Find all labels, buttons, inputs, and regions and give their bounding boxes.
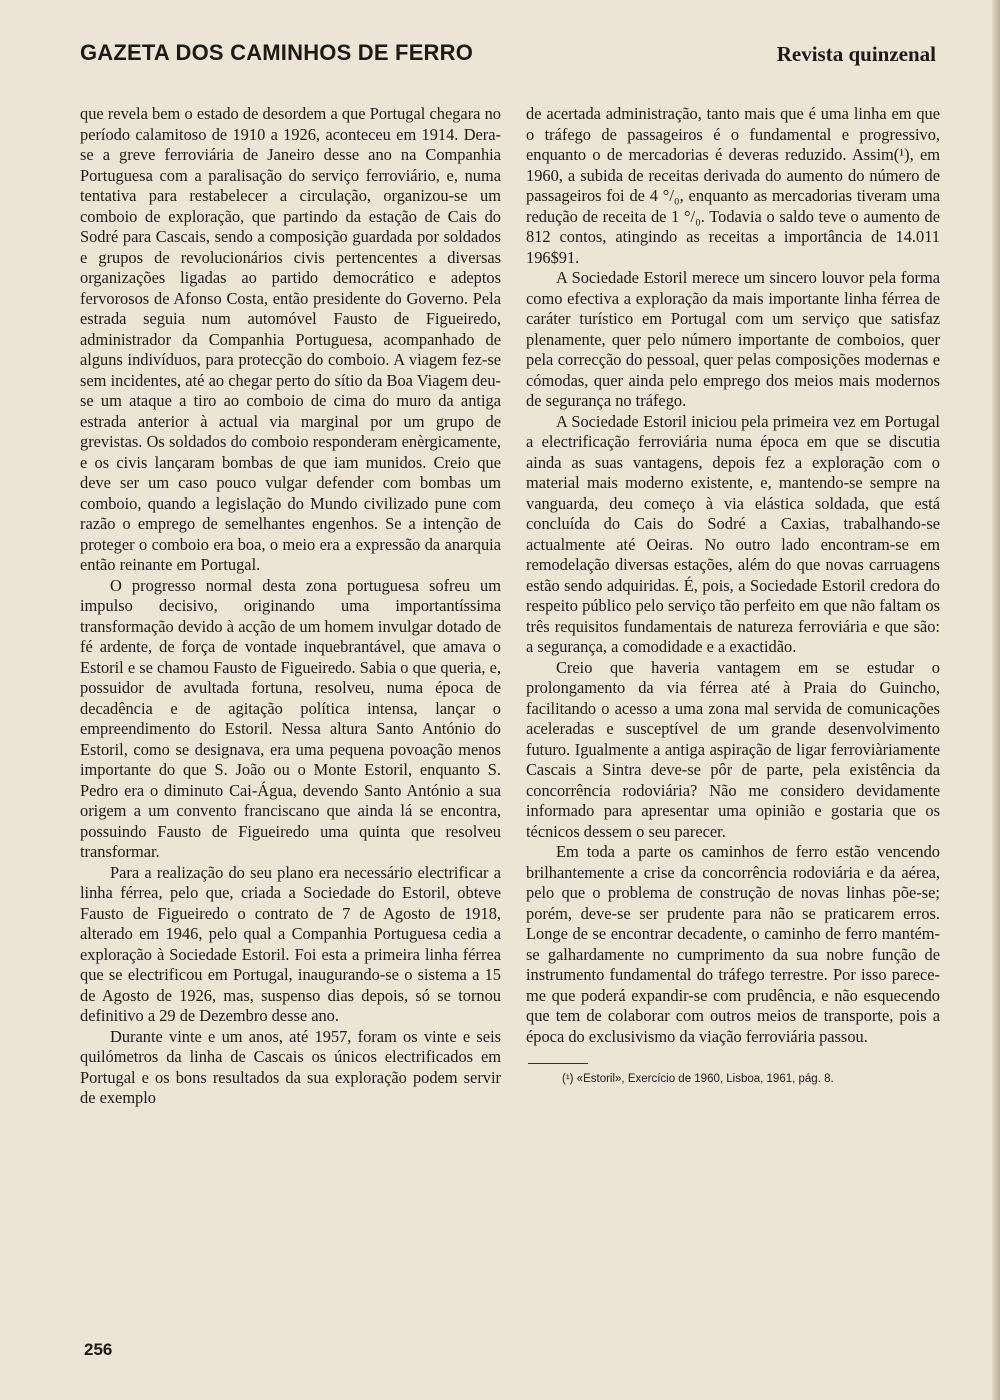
footnote: (¹) «Estoril», Exercício de 1960, Lisboa, 1961, pág. 8. bbox=[562, 1073, 834, 1085]
paragraph: Creio que haveria vantagem em se estudar o prolongamento da via férrea até à Praia do Guincho, facilitando o acesso a uma zona mal servida de comunicações aceleradas e susceptível de um grande desenvolvimento futuro. Igualmente a antiga aspiração de ligar ferroviàriamente Cascais a Sintra deve-se pôr de parte, pela existência da concorrência rodoviária? Não me considero devidamente informado para apresentar uma opinião e gostaria que os técnicos dessem o seu parecer. bbox=[526, 657, 940, 841]
footnote-divider bbox=[528, 1063, 588, 1064]
paragraph: Durante vinte e um anos, até 1957, foram os vinte e seis quilómetros da linha de Cascais os únicos electrificados em Portugal e os bons resultados da sua exploração podem servir de exemplo bbox=[80, 1026, 501, 1107]
paragraph: A Sociedade Estoril merece um sincero louvor pela forma como efectiva a exploração da mais importante linha férrea de caráter turístico em Portugal com um serviço que satisfaz plenamente, quer pelo número importante de comboios, quer pela correcção do pessoal, quer pelas composições modernas e cómodas, quer ainda pelo emprego dos meios mais modernos de segurança no tráfego. bbox=[526, 268, 940, 410]
left-column bbox=[80, 104, 501, 1109]
paragraph: de acertada administração, tanto mais que é uma linha em que o tráfego de passageiros é o fundamental e progressivo, enquanto o de mercadorias é deveras reduzido. Assim(¹), em 1960, a subida de receitas derivada do aumento do número de passageiros foi de 4 °/₀, enquanto as mercadorias tiveram uma redução de receita de 1 °/₀. Todavia o saldo teve o aumento de 812 contos, atingindo as receitas a importância de 14.011 196$91. bbox=[526, 104, 940, 267]
paragraph: Em toda a parte os caminhos de ferro estão vencendo brilhantemente a crise da concorrência rodoviária e da aérea, pelo que o problema de construção de novas linhas põe-se; porém, deve-se ser prudente para não se praticarem erros. Longe de se encontrar decadente, o caminho de ferro mantém-se galhardamente no cumprimento da sua nobre função de instrumento fundamental do tráfego terrestre. Por isso parece-me que poderá expandir-se com prudência, e não esquecendo que tem de colaborar com outros meios de transporte, pois a época do exclusivismo da viação ferroviária passou. bbox=[526, 842, 940, 1046]
paragraph: A Sociedade Estoril iniciou pela primeira vez em Portugal a electrificação ferroviária numa época em que se discutia ainda as suas vantagens, depois fez a exploração com o material mais moderno existente, e, mantendo-se sempre na vanguarda, deu começo à via elástica soldada, que está concluída do Cais do Sodré a Caxias, trabalhando-se actualmente até Oeiras. No outro lado encontram-se em remodelação diversas estações, além do que novas carruagens estão sendo adquiridas. É, pois, a Sociedade Estoril credora do respeito público pelo serviço tão perfeito em que não faltam os três requisitos fundamentais de natureza ferroviária e que são: a segurança, a comodidade e a exactidão. bbox=[526, 411, 940, 656]
paragraph: que revela bem o estado de desordem a que Portugal chegara no período calamitoso de 1910 a 1926, aconteceu em 1914. Dera-se a greve ferroviária de Janeiro desse ano na Companhia Portuguesa com a paralisação do serviço ferroviário, e, numa tentativa para restabelecer a circulação, organizou-se um comboio de exploração, que partindo da estação de Cais do Sodré para Cascais, sendo a composição guardada por soldados e grupos de revolucionários civis pertencentes a diversas organizações ligadas ao partido democrático e adeptos fervorosos de Afonso Costa, então presidente do Governo. Pela estrada seguia num automóvel Fausto de Figueiredo, administrador da Companhia Portuguesa, acompanhado de alguns indivíduos, para protecção do comboio. A viagem fez-se sem incidentes, até ao chegar perto do sítio da Boa Viagem deu-se um ataque a tiro ao comboio de cima do muro da antiga estrada anterior à actual via marginal por um grupo de grevistas. Os soldados do comboio responderam enèrgicamente, e os civis lançaram bombas de que iam munidos. Creio que deve ser um caso pouco vulgar defender com bombas um comboio, quando a legislação do Mundo civilizado pune com razão o emprego de semelhantes engenhos. Se a intenção de proteger o comboio era boa, o meio era a expressão da anarquia então reinante em Portugal. bbox=[80, 104, 501, 574]
page-header bbox=[80, 36, 936, 76]
magazine-title: GAZETA DOS CAMINHOS DE FERRO bbox=[80, 40, 474, 65]
right-column bbox=[526, 104, 940, 1086]
paragraph: O progresso normal desta zona portuguesa sofreu um impulso decisivo, originando uma importantíssima transformação devido à acção de um homem invulgar dotado de fé ardente, de força de vontade inquebrantável, que amava o Estoril e se chamou Fausto de Figueiredo. Sabia o que queria, e, possuidor de avultada fortuna, resolveu, numa época de decadência e de agitação política intensa, lançar o empreendimento do Estoril. Nessa altura Santo António do Estoril, como se designava, era uma pequena povoação menos importante do que S. João ou o Monte Estoril, enquanto S. Pedro era o diminuto Cai-Água, devendo Santo António a sua origem a um convento franciscano que ainda lá se encontra, possuindo Fausto de Figueiredo uma quinta que resolveu transformar. bbox=[80, 575, 501, 861]
magazine-subtitle: Revista quinzenal bbox=[776, 42, 936, 66]
page-edge bbox=[992, 0, 1000, 1400]
paragraph: Para a realização do seu plano era necessário electrificar a linha férrea, pelo que, criada a Sociedade do Estoril, obteve Fausto de Figueiredo o contrato de 7 de Agosto de 1918, alterado em 1946, pelo qual a Companhia Portuguesa cedia a exploração à Sociedade Estoril. Foi esta a primeira linha férrea que se electrificou em Portugal, inaugurando-se o sistema a 15 de Agosto de 1926, mas, suspenso dias depois, só se tornou definitivo a 29 de Dezembro desse ano. bbox=[80, 862, 501, 1025]
page-number: 256 bbox=[84, 1340, 113, 1359]
